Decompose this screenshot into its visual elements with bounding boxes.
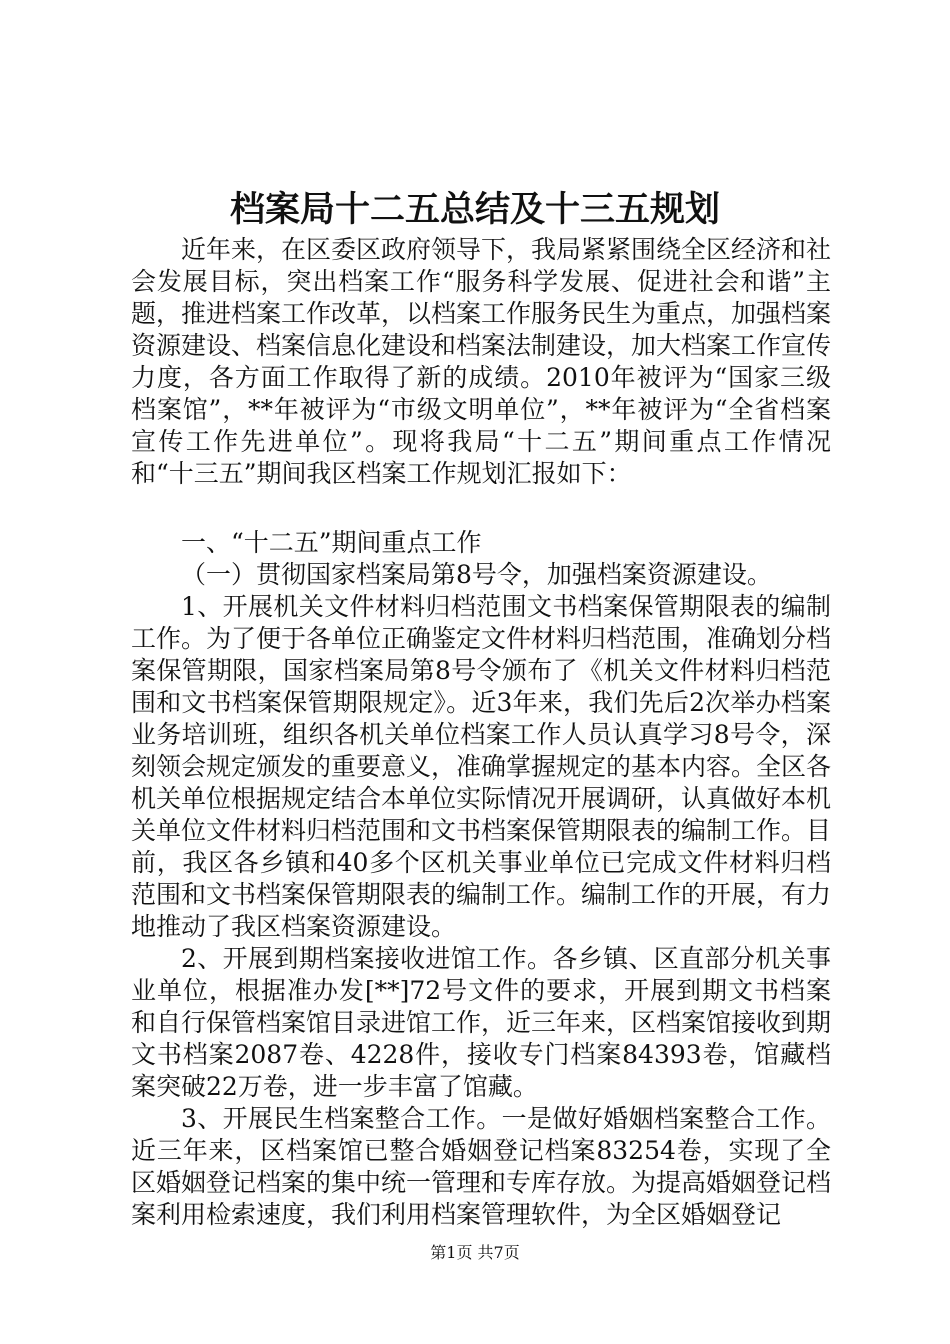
- item-2-paragraph: 2、开展到期档案接收进馆工作。各乡镇、区直部分机关事业单位，根据准办发[**]72号文件的要求，开展到期文书档案和自行保管档案馆目录进馆工作，近三年来，区档案馆接收到期文书档案2087卷、4228件，接收专门档案84393卷，馆藏档案突破22万卷，进一步丰富了馆藏。: [131, 944, 832, 1101]
- paragraph-spacer: [131, 490, 831, 527]
- document-title: 档案局十二五总结及十三五规划: [229, 189, 720, 230]
- item-1-paragraph: 1、开展机关文件材料归档范围文书档案保管期限表的编制工作。为了便于各单位正确鉴定文件材料归档范围，准确划分档案保管期限，国家档案局第8号令颁布了《机关文件材料归档范围和文书档案保管期限规定》。近3年来，我们先后2次举办档案业务培训班，组织各机关单位档案工作人员认真学习8号令，深刻领会规定颁发的重要意义，准确掌握规定的基本内容。全区各机关单位根据规定结合本单位实际情况开展调研，认真做好本机关单位文件材料归档范围和文书档案保管期限表的编制工作。目前，我区各乡镇和40多个区机关事业单位已完成文件材料归档范围和文书档案保管期限表的编制工作。编制工作的开展，有力地推动了我区档案资源建设。: [131, 592, 832, 941]
- intro-paragraph: 近年来，在区委区政府领导下，我局紧紧围绕全区经济和社会发展目标，突出档案工作“服务科学发展、促进社会和谐”主题，推进档案工作改革，以档案工作服务民生为重点，加强档案资源建设、档案信息化建设和档案法制建设，加大档案工作宣传力度，各方面工作取得了新的成绩。2010年被评为“国家三级档案馆”，**年被评为“市级文明单位”，**年被评为“全省档案宣传工作先进单位”。现将我局“十二五”期间重点工作情况和“十三五”期间我区档案工作规划汇报如下：: [131, 235, 832, 488]
- subsection-heading: （一）贯彻国家档案局第8号令，加强档案资源建设。: [181, 560, 772, 589]
- page-footer: 第1页 共7页: [430, 1243, 520, 1262]
- document-body: [131, 234, 831, 1231]
- item-3-paragraph: 3、开展民生档案整合工作。一是做好婚姻档案整合工作。近三年来，区档案馆已整合婚姻登记档案83254卷，实现了全区婚姻登记档案的集中统一管理和专库存放。为提高婚姻登记档案利用检索速度，我们利用档案管理软件，为全区婚姻登记: [131, 1104, 832, 1229]
- section-heading: 一、“十二五”期间重点工作: [181, 528, 482, 557]
